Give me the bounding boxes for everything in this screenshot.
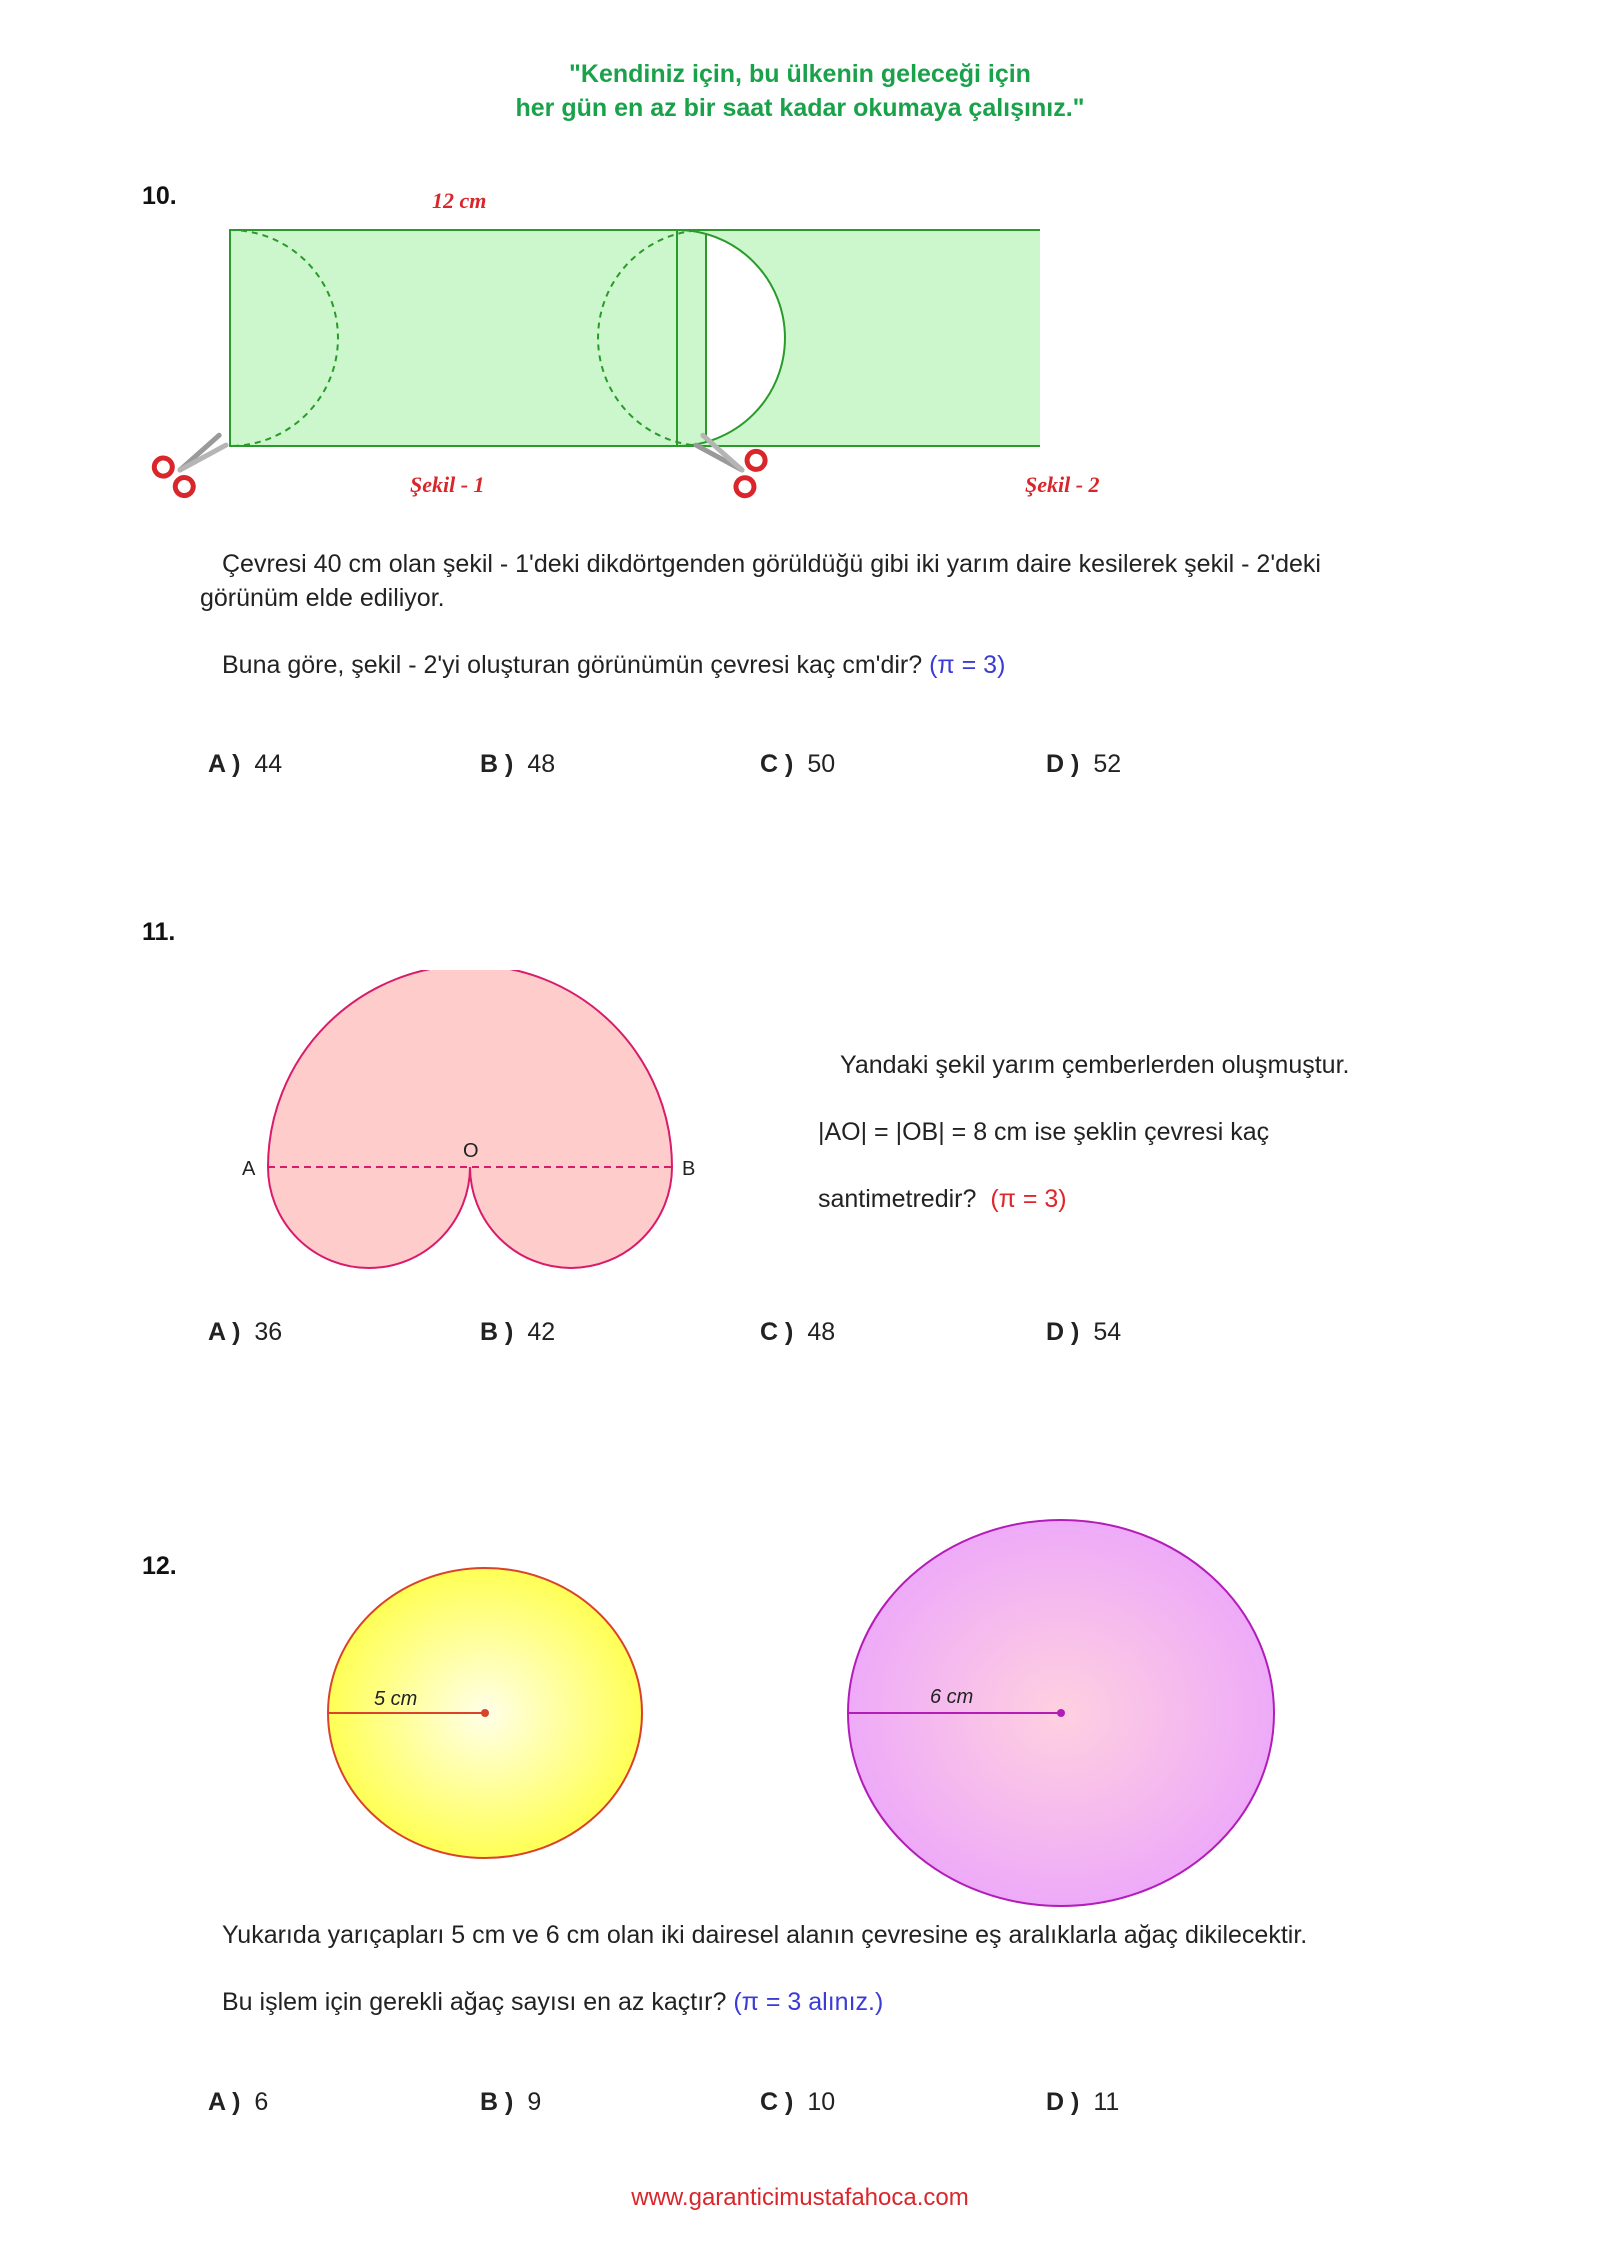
question-12-figure [300,1500,1300,1920]
choice-value: 48 [527,750,556,778]
question-12-text-line1: Yukarıda yarıçapları 5 cm ve 6 cm olan iki dairesel alanın çevresine eş aralıklarla ağaç dikilecektir. [222,1921,1308,1949]
question-10-question [222,648,1005,682]
question-11-pi-note: (π = 3) [990,1185,1067,1213]
question-11-choice-a[interactable] [208,1318,282,1347]
question-10-number: 10. [142,182,177,210]
figure2-shape [677,230,1040,446]
choice-value: 48 [807,1318,836,1346]
choice-value: 36 [254,1318,283,1346]
choice-value: 54 [1093,1318,1122,1346]
question-10-question-text: Buna göre, şekil - 2'yi oluşturan görünümün çevresi kaç cm'dir? [222,651,923,679]
question-12-choice-a[interactable] [208,2088,268,2117]
choice-letter: A ) [208,750,241,778]
question-12-question-text: Bu işlem için gerekli ağaç sayısı en az kaçtır? [222,1988,727,2016]
circle-6-center [1057,1709,1065,1717]
header-quote-line1: "Kendiniz için, bu ülkenin geleceği için [569,60,1031,88]
footer-url-link[interactable]: www.garanticimustafahoca.com [631,2184,969,2211]
point-o-label: O [463,1140,479,1162]
figure1-dimension-label: 12 cm [432,188,487,213]
question-12-choice-d[interactable] [1046,2088,1119,2117]
choice-value: 11 [1093,2088,1120,2116]
point-b-label: B [682,1158,696,1180]
radius-5-label: 5 cm [374,1688,418,1710]
scissors-icon-left [151,423,237,503]
radius-6-label: 6 cm [930,1686,974,1708]
choice-value: 52 [1093,750,1122,778]
question-10-choice-d[interactable] [1046,750,1121,779]
question-10-text-line1: Çevresi 40 cm olan şekil - 1'deki dikdörtgenden görüldüğü gibi iki yarım daire kesilerek şekil - 2'deki [222,550,1321,578]
question-12-pi-note: (π = 3 alınız.) [733,1988,884,2016]
choice-value: 6 [254,2088,269,2116]
point-a-label: A [242,1158,256,1180]
choice-letter: A ) [208,1318,241,1346]
figure2-caption: Şekil - 2 [1025,472,1100,497]
question-11-number: 11. [142,918,176,946]
question-12-choice-b[interactable] [480,2088,541,2117]
question-10-figure [140,180,1040,530]
choice-letter: B ) [480,2088,514,2116]
choice-letter: C ) [760,750,794,778]
figure1-rectangle [230,230,706,446]
question-11-text-line1: Yandaki şekil yarım çemberlerden oluşmuştur. [840,1051,1350,1079]
choice-value: 50 [807,750,836,778]
header-quote-line2: her gün en az bir saat kadar okumaya çalışınız." [515,94,1085,122]
question-11-text-line2: |AO| = |OB| = 8 cm ise şeklin çevresi kaç [818,1118,1270,1146]
question-10-choice-b[interactable] [480,750,555,779]
question-10-choice-c[interactable] [760,750,835,779]
choice-letter: B ) [480,1318,514,1346]
question-12-question [222,1985,883,2019]
question-11-choice-d[interactable] [1046,1318,1121,1347]
question-10-choice-a[interactable] [208,750,282,779]
question-12-number: 12. [142,1552,177,1580]
choice-value: 9 [527,2088,542,2116]
question-11-choice-b[interactable] [480,1318,555,1347]
choice-value: 42 [527,1318,556,1346]
question-11-figure [230,970,710,1270]
choice-letter: C ) [760,2088,794,2116]
choice-letter: D ) [1046,750,1080,778]
choice-letter: B ) [480,750,514,778]
choice-letter: D ) [1046,2088,1080,2116]
choice-letter: D ) [1046,1318,1080,1346]
heart-shape [268,970,672,1268]
question-10-text-line2: görünüm elde ediliyor. [200,584,445,612]
question-10-pi-note: (π = 3) [929,651,1006,679]
choice-letter: C ) [760,1318,794,1346]
question-11-text-line3 [818,1182,1067,1216]
choice-letter: A ) [208,2088,241,2116]
choice-value: 44 [254,750,283,778]
question-11-choice-c[interactable] [760,1318,835,1347]
figure1-caption: Şekil - 1 [410,472,485,497]
question-12-choice-c[interactable] [760,2088,835,2117]
question-11-question-text: santimetredir? [818,1185,977,1213]
circle-5-center [481,1709,489,1717]
choice-value: 10 [807,2088,836,2116]
